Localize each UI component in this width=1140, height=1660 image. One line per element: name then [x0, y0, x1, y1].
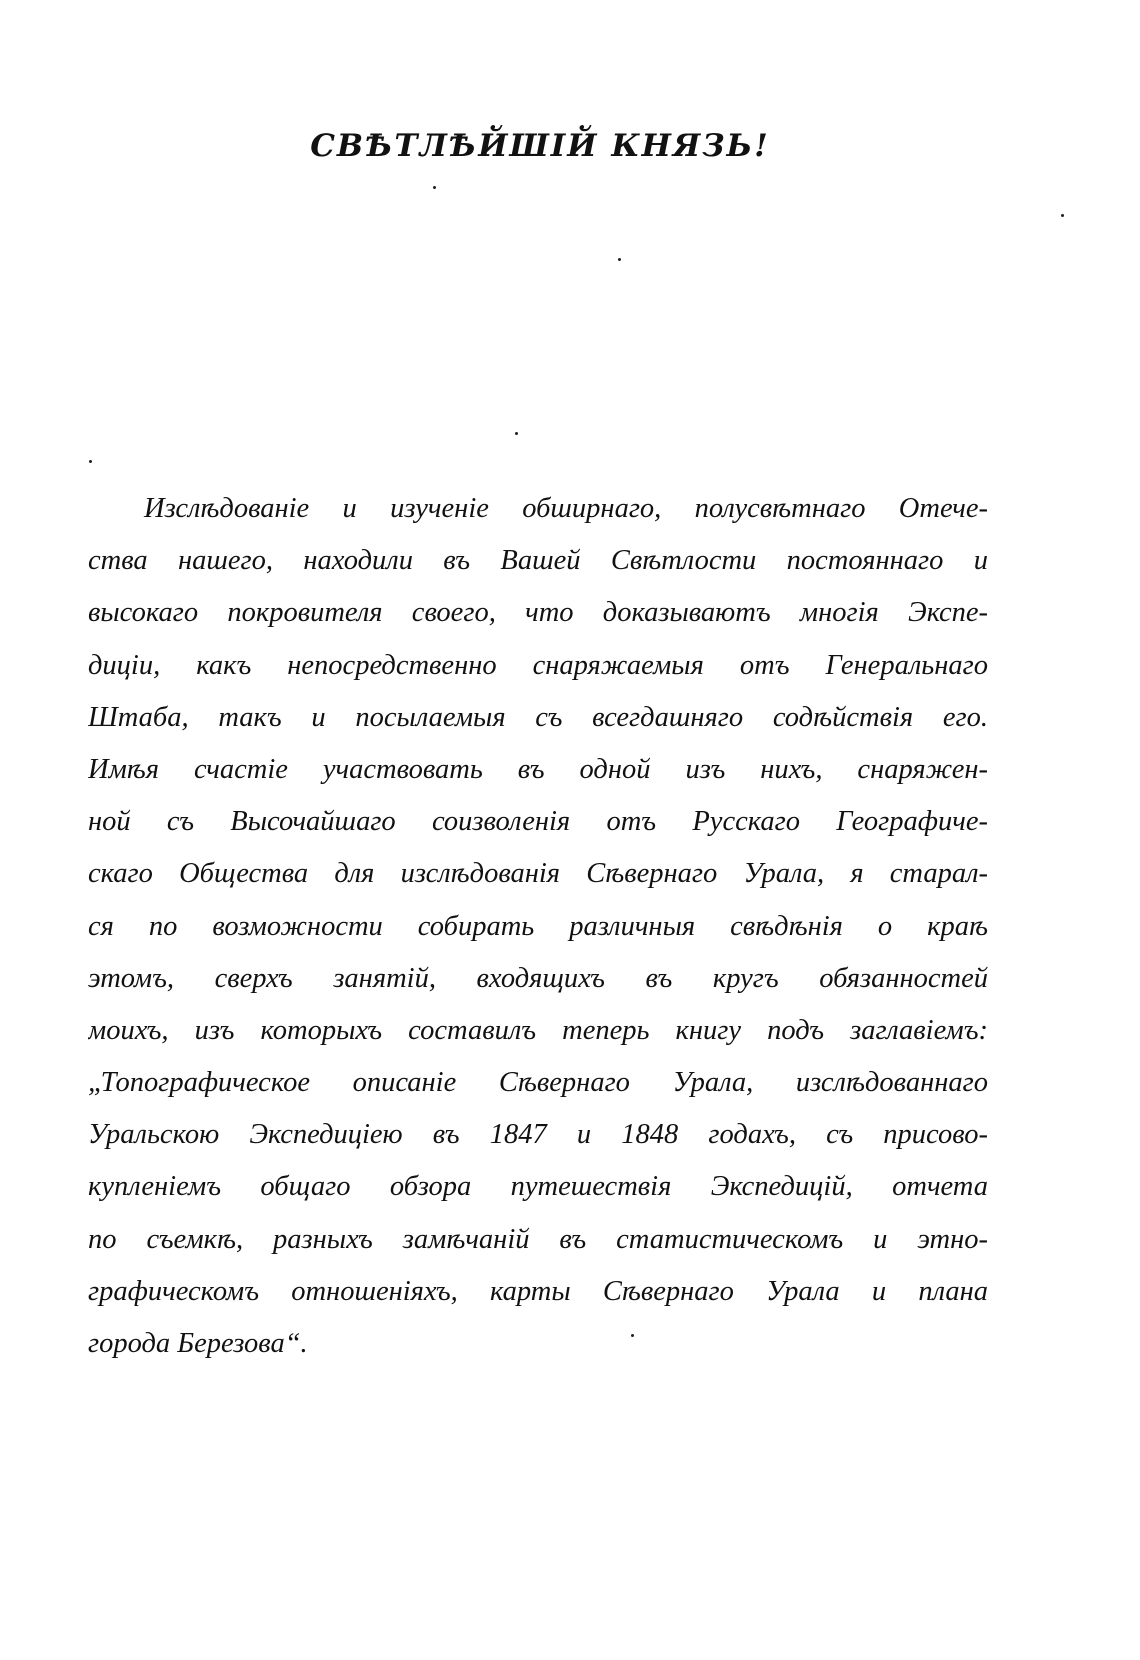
text-line: скаго Общества для изслѣдованія Сѣвернаго Урала, я старал-	[88, 858, 988, 890]
body-paragraph	[88, 483, 988, 1370]
text-line: графическомъ отношеніяхъ, карты Сѣвернаго Урала и плана	[88, 1275, 988, 1307]
text-line: ной съ Высочайшаго соизволенія отъ Русскаго Географиче-	[88, 806, 988, 838]
text-line: Штаба, такъ и посылаемыя съ всегдашняго содѣйствія его.	[88, 701, 988, 733]
text-line: ства нашего, находили въ Вашей Свѣтлости постояннаго и	[88, 545, 988, 577]
text-line: купленіемъ общаго обзора путешествія Экспедицій, отчета	[88, 1171, 988, 1203]
text-line: диціи, какъ непосредственно снаряжаемыя отъ Генеральнаго	[88, 649, 988, 681]
text-line: высокаго покровителя своего, что доказываютъ многія Экспе-	[88, 597, 988, 629]
text-line: „Топографическое описаніе Сѣвернаго Урала, изслѣдованнаго	[88, 1067, 988, 1099]
scan-speck	[433, 186, 436, 189]
text-line: Уральскою Экспедиціею въ 1847 и 1848 годахъ, съ присово-	[88, 1119, 988, 1151]
scan-speck	[618, 258, 621, 261]
page-heading: СВѢТЛѢЙШІЙ КНЯЗЬ!	[310, 128, 770, 164]
text-line: Имѣя счастіе участвовать въ одной изъ нихъ, снаряжен-	[88, 753, 988, 785]
scan-speck	[515, 432, 518, 435]
text-line: моихъ, изъ которыхъ составилъ теперь книгу подъ заглавіемъ:	[88, 1014, 988, 1046]
text-line: ся по возможности собирать различныя свѣдѣнія о краѣ	[88, 910, 988, 942]
text-line: по съемкѣ, разныхъ замѣчаній въ статистическомъ и этно-	[88, 1223, 988, 1255]
scan-speck	[631, 1334, 634, 1337]
text-line: этомъ, сверхъ занятій, входящихъ въ кругъ обязанностей	[88, 962, 988, 994]
scan-speck	[1061, 214, 1064, 217]
scan-speck	[89, 460, 92, 463]
text-line: города Березова“.	[88, 1328, 308, 1359]
text-line: Изслѣдованіе и изученіе обширнаго, полусвѣтнаго Отече-	[144, 493, 988, 524]
